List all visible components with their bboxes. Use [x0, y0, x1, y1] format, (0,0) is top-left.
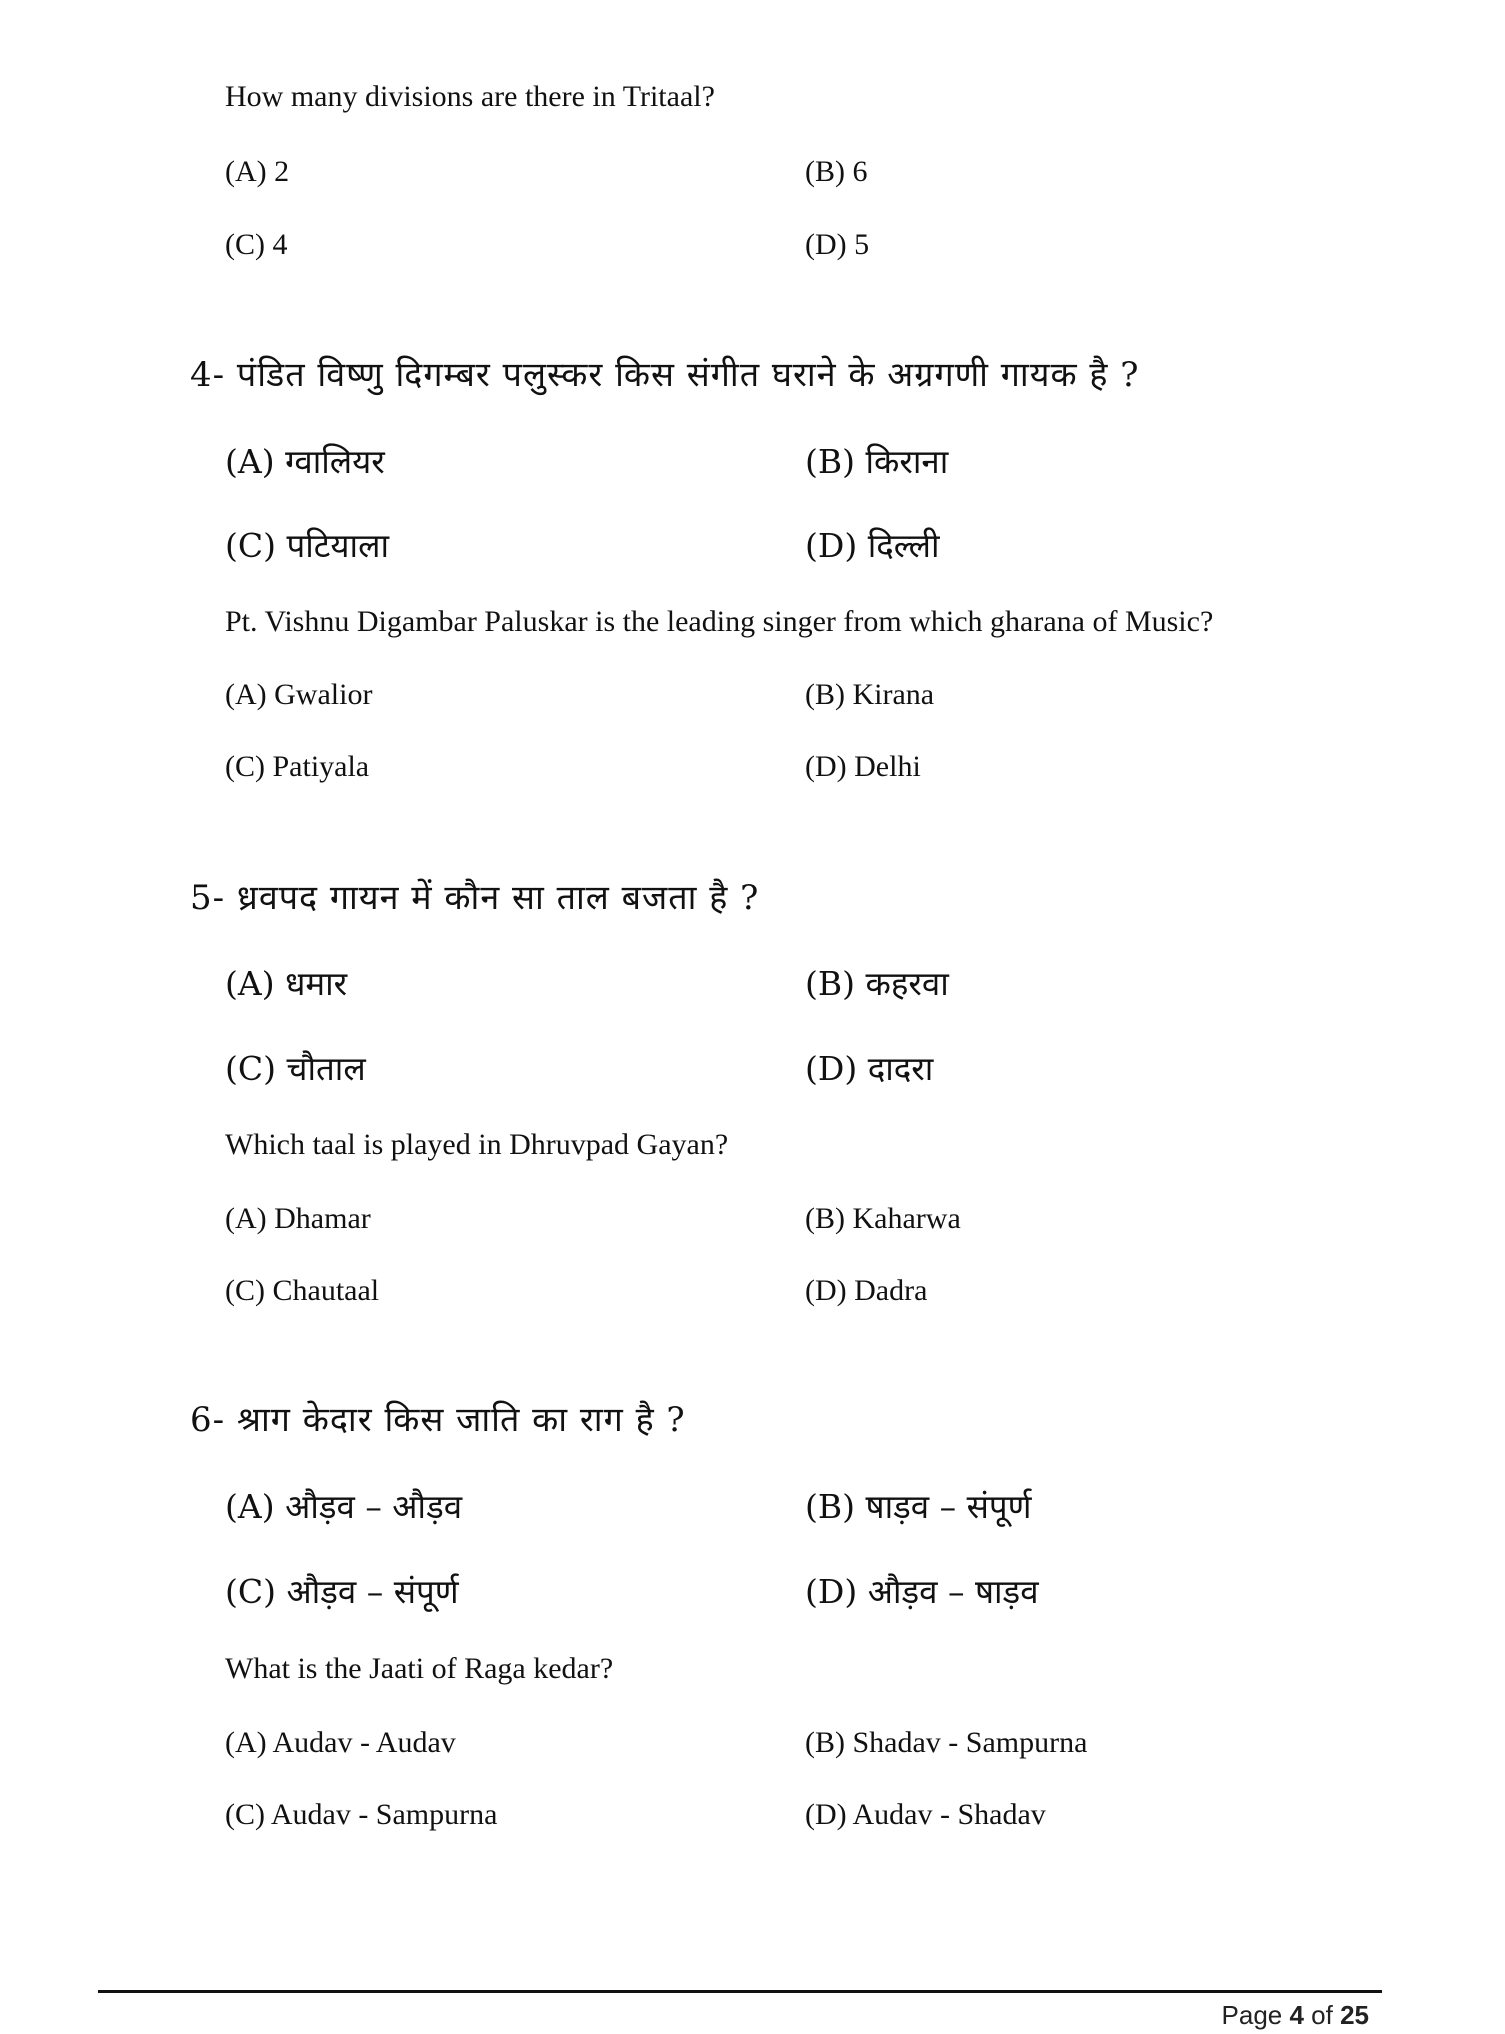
page-total: 25 — [1340, 2000, 1369, 2030]
q5-option-b-en: (B) Kaharwa — [805, 1202, 961, 1235]
q3-option-a-en: (A) 2 — [225, 155, 290, 188]
q4-option-a-en: (A) Gwalior — [225, 678, 373, 711]
q6-option-d-hi: (D) औड़व – षाड़व — [805, 1572, 1039, 1611]
q6-option-a-hi: (A) औड़व – औड़व — [225, 1487, 463, 1526]
q5-option-d-hi: (D) दादरा — [805, 1049, 934, 1088]
page-number — [1222, 2000, 1369, 2031]
q4-option-d-en: (D) Delhi — [805, 750, 921, 783]
q6-question-hi: 6- श्राग केदार किस जाति का राग है ? — [190, 1400, 686, 1440]
q5-question-en: Which taal is played in Dhruvpad Gayan? — [225, 1128, 729, 1161]
q4-option-c-en: (C) Patiyala — [225, 750, 370, 783]
page-prefix: Page — [1221, 2000, 1290, 2030]
page-current: 4 — [1289, 2000, 1304, 2030]
q6-option-c-hi: (C) औड़व – संपूर्ण — [225, 1572, 459, 1611]
q5-option-a-en: (A) Dhamar — [225, 1202, 371, 1235]
q6-option-d-en: (D) Audav - Shadav — [805, 1798, 1046, 1831]
q3-option-b-en: (B) 6 — [805, 155, 868, 188]
q5-option-d-en: (D) Dadra — [805, 1274, 928, 1307]
q5-option-c-en: (C) Chautaal — [225, 1274, 380, 1307]
q6-question-en: What is the Jaati of Raga kedar? — [225, 1652, 614, 1685]
q5-option-c-hi: (C) चौताल — [225, 1049, 366, 1088]
q4-option-b-en: (B) Kirana — [805, 678, 935, 711]
footer-divider — [98, 1990, 1382, 1993]
q6-option-c-en: (C) Audav - Sampurna — [225, 1798, 498, 1831]
q4-question-en: Pt. Vishnu Digambar Paluskar is the leading singer from which gharana of Music? — [225, 605, 1214, 638]
q6-option-b-hi: (B) षाड़व – संपूर्ण — [805, 1487, 1032, 1526]
q5-option-b-hi: (B) कहरवा — [805, 964, 949, 1003]
q5-question-hi: 5- ध्रवपद गायन में कौन सा ताल बजता है ? — [190, 878, 760, 918]
q4-question-hi: 4- पंडित विष्णु दिगम्बर पलुस्कर किस संगीत घराने के अग्रगणी गायक है ? — [190, 355, 1140, 395]
q3-option-d-en: (D) 5 — [805, 228, 870, 261]
q3-option-c-en: (C) 4 — [225, 228, 288, 261]
q4-option-a-hi: (A) ग्वालियर — [225, 442, 385, 481]
q4-option-d-hi: (D) दिल्ली — [805, 526, 940, 565]
q6-option-b-en: (B) Shadav - Sampurna — [805, 1726, 1088, 1759]
q5-option-a-hi: (A) धमार — [225, 964, 348, 1003]
q4-option-b-hi: (B) किराना — [805, 442, 949, 481]
q3-question-en: How many divisions are there in Tritaal? — [225, 80, 715, 113]
q6-option-a-en: (A) Audav - Audav — [225, 1726, 456, 1759]
q4-option-c-hi: (C) पटियाला — [225, 526, 390, 565]
page-separator: of — [1303, 2000, 1341, 2030]
